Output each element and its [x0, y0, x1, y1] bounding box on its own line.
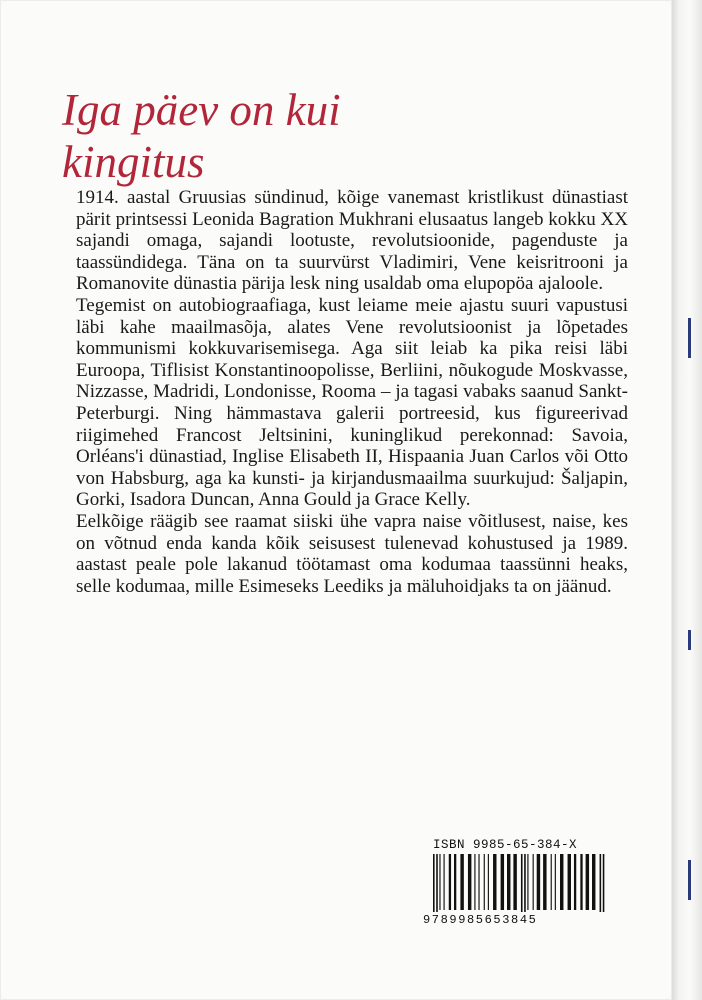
barcode-bar: [533, 854, 534, 910]
barcode-bar: [574, 854, 576, 910]
barcode-bar: [513, 854, 516, 910]
barcode-bar: [560, 854, 563, 910]
book-spine: [672, 0, 702, 1000]
barcode-bar: [439, 854, 440, 910]
isbn-label: ISBN 9985-65-384-X: [433, 838, 578, 852]
barcode-bar: [493, 854, 496, 910]
barcode-bar: [537, 854, 540, 910]
barcode-bar: [436, 854, 438, 912]
blurb-paragraph-2: Tegemist on autobiograafiaga, kust leiame meie ajastu suuri vapustusi läbi kahe maailmasõja, alates Vene revolutsioonist ja lõpetades kommunismi kokkuvarisemisega. Aga siit leiab ka pika reisi läbi Euroopa, Tiflisist Konstantinoopolisse, Berliini, nõukogude Moskvasse, Nizzasse, Madridi, Londonisse, Rooma – ja tagasi vabaks saanud Sankt-Peterburgi. Ning hämmastava galerii portreesid, kus figureerivad riigimehed Francost Jeltsinini, kuninglikud perekonnad: Savoia, Orléans'i dünastiad, Inglise Elisabeth II, Hispaania Juan Carlos või Otto von Habsburg, aga ka kunsti- ja kirjandusmaailma suurkujud: Šaljapin, Gorki, Isadora Duncan, Anna Gould ja Grace Kelly.: [76, 294, 628, 511]
barcode-bar: [543, 854, 546, 910]
barcode-bar: [501, 854, 504, 910]
barcode-bar: [468, 854, 471, 910]
barcode-bar: [488, 854, 489, 910]
barcode-bar: [524, 854, 526, 912]
blurb-text: [76, 187, 628, 597]
barcode-bar: [580, 854, 582, 910]
barcode-bar: [433, 854, 435, 912]
barcode-bar: [603, 854, 605, 912]
barcode-bar: [551, 854, 552, 910]
barcode-bar: [555, 854, 556, 910]
isbn-barcode: [423, 838, 635, 928]
barcode-bar: [527, 854, 528, 910]
barcode-bar: [586, 854, 589, 910]
spine-mark-3: [688, 860, 691, 900]
title-line-2: kingitus: [62, 137, 205, 187]
barcode-bar: [454, 854, 456, 910]
barcode-bar: [600, 854, 602, 912]
blurb-paragraph-3: Eelkõige räägib see raamat siiski ühe vapra naise võitlusest, naise, kes on võtnud enda kanda kõik seisusest tulenevad kohustused ja 1989. aastast peale pole lakanud töötamast oma kodumaa taassünni heaks, selle kodumaa, mille Esimeseks Leediks ja mäluhoidjaks ta on jäänud.: [76, 510, 628, 597]
title-line-1: Iga päev on kui: [62, 85, 341, 135]
barcode-bar: [444, 854, 445, 910]
barcode-bar: [474, 854, 475, 910]
barcode-bar: [478, 854, 479, 910]
barcode-bar: [592, 854, 595, 910]
barcode-bars-icon: [423, 854, 635, 912]
barcode-bar: [460, 854, 463, 910]
barcode-bar: [449, 854, 451, 910]
barcode-bar: [507, 854, 510, 910]
book-title: [62, 84, 622, 188]
spine-mark-1: [688, 318, 691, 358]
barcode-bar: [521, 854, 523, 912]
barcode-bar: [568, 854, 571, 910]
barcode-digits: 9789985653845: [423, 913, 538, 927]
barcode-bar: [484, 854, 485, 910]
blurb-paragraph-1: 1914. aastal Gruusias sündinud, kõige vanemast kristlikust dünastiast pärit printsessi Leonida Bagration Mukhrani elusaatus langeb kokku XX sajandi omaga, sajandi lootuste, revolutsioonide, pagenduste ja taassündidega. Täna on ta suurvürst Vladimiri, Vene keisritrooni ja Romanovite dünastia pärija lesk ning usaldab oma elupopöa ajaloole.: [76, 187, 628, 295]
spine-mark-2: [688, 630, 691, 650]
